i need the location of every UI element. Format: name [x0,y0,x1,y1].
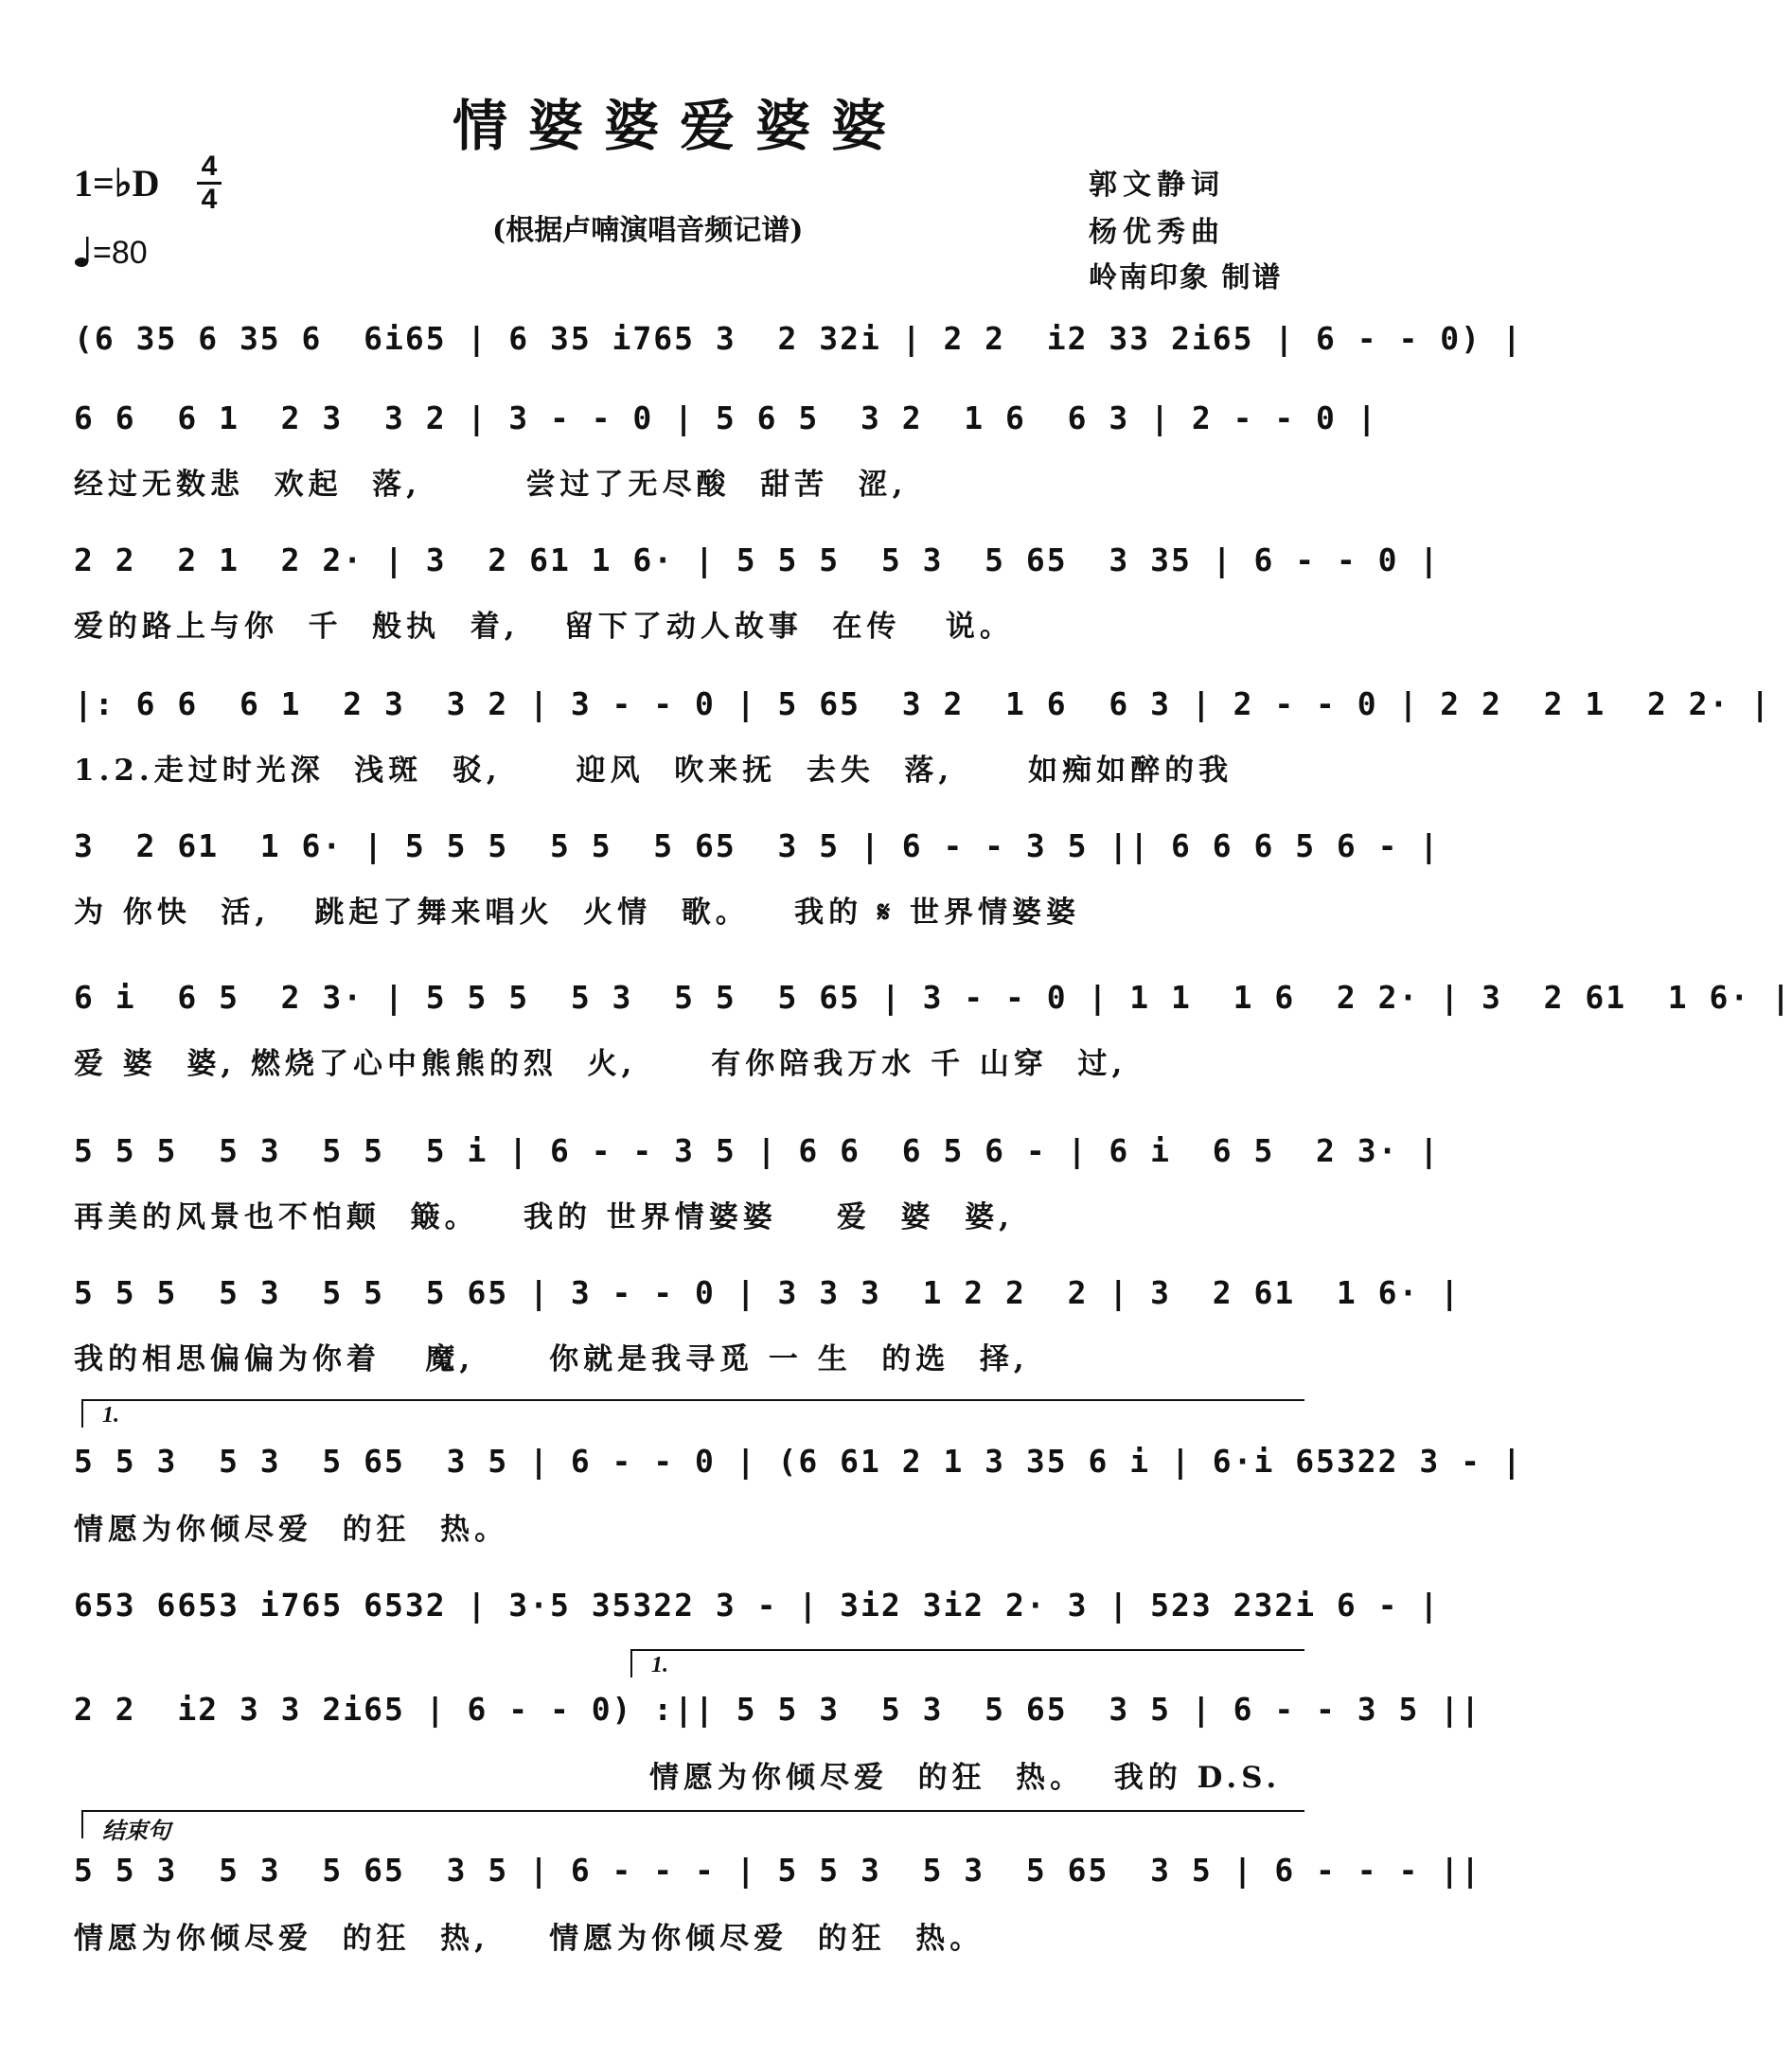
score-line-12: 5 5 3 5 3 5 65 3 5 | 6 - - - | 5 5 3 5 3 5 65 3 5 | 6 - - - || [74,1852,1482,1889]
lyric-line-5: 为 你快 活, 跳起了舞来唱火 火情 歌。 我的 𝄋 世界情婆婆 [74,896,1081,930]
lyric-line-4: 1.2.走过时光深 浅斑 驳, 迎风 吹来抚 去失 落, 如痴如醉的我 [74,754,1233,788]
ending-2-label: 1. [651,1653,668,1677]
time-sig-top: 4 [201,151,218,182]
coda-bracket [81,1810,1304,1838]
lyric-line-8: 我的相思偏偏为你着 魔, 你就是我寻觅 一 生 的选 择, [74,1342,1029,1376]
lyric-line-12: 情愿为你倾尽爱 的狂 热, 情愿为你倾尽爱 的狂 热。 [74,1922,985,1956]
score-line-2: 6 6 6 1 2 3 3 2 | 3 - - 0 | 5 6 5 3 2 1 6 6 3 | 2 - - 0 | [74,399,1378,436]
ending-1-bracket [81,1399,1304,1428]
lyric-line-9: 情愿为你倾尽爱 的狂 热。 [74,1513,509,1547]
lyric-line-6: 爱 婆 婆, 燃烧了心中熊熊的烈 火, 有你陪我万水 千 山穿 过, [74,1047,1127,1081]
score-line-6: 6 i 6 5 2 3· | 5 5 5 5 3 5 5 5 65 | 3 - - 0 | 1 1 1 6 2 2· | 3 2 61 1 6· | [74,979,1792,1016]
time-signature [195,151,223,215]
composer-credit: 杨优秀曲 [1089,216,1225,249]
coda-label: 结束句 [102,1819,170,1844]
score-line-11: 2 2 i2 3 3 2i65 | 6 - - 0) :|| 5 5 3 5 3 5 65 3 5 | 6 - - 3 5 || [74,1691,1482,1728]
key-signature: 1=♭D [74,162,160,204]
ending-1-label: 1. [102,1403,119,1428]
quarter-note-icon [74,235,93,269]
score-line-5: 3 2 61 1 6· | 5 5 5 5 5 5 65 3 5 | 6 - - 3 5 || 6 6 6 5 6 - | [74,827,1441,864]
lyric-line-7: 再美的风景也不怕颠 簸。 我的 世界情婆婆 爱 婆 婆, [74,1200,1014,1234]
lyric-line-11: 情愿为你倾尽爱 的狂 热。 我的 D.S. [649,1761,1282,1795]
ending-2-bracket [630,1649,1304,1677]
score-line-4: |: 6 6 6 1 2 3 3 2 | 3 - - 0 | 5 65 3 2 1 6 6 3 | 2 - - 0 | 2 2 2 1 2 2· | [74,685,1772,722]
score-line-7: 5 5 5 5 3 5 5 5 i | 6 - - 3 5 | 6 6 6 5 6 - | 6 i 6 5 2 3· | [74,1132,1441,1169]
score-line-10: 653 6653 i765 6532 | 3·5 35322 3 - | 3i2 3i2 2· 3 | 523 232i 6 - | [74,1587,1441,1624]
song-title: 情婆婆爱婆婆 [452,94,907,158]
lyric-line-3: 爱的路上与你 千 般执 着, 留下了动人故事 在传 说。 [74,610,1014,644]
time-sig-bottom: 4 [201,184,218,215]
subtitle: (根据卢喃演唱音频记谱) [492,214,804,247]
score-line-8: 5 5 5 5 3 5 5 5 65 | 3 - - 0 | 3 3 3 1 2 2 2 | 3 2 61 1 6· | [74,1274,1462,1311]
score-line-3: 2 2 2 1 2 2· | 3 2 61 1 6· | 5 5 5 5 3 5 65 3 35 | 6 - - 0 | [74,541,1441,578]
lyricist-credit: 郭文静词 [1089,169,1225,202]
score-line-1: (6 35 6 35 6 6i65 | 6 35 i765 3 2 32i | 2 2 i2 33 2i65 | 6 - - 0) | [74,320,1523,357]
tempo-marking [74,235,148,272]
score-line-9: 5 5 3 5 3 5 65 3 5 | 6 - - 0 | (6 61 2 1 3 35 6 i | 6·i 65322 3 - | [74,1443,1523,1480]
lyric-line-2: 经过无数悲 欢起 落, 尝过了无尽酸 甜苦 涩, [74,468,908,502]
engraver-credit: 岭南印象 制谱 [1089,261,1283,294]
tempo-value: =80 [93,235,148,271]
